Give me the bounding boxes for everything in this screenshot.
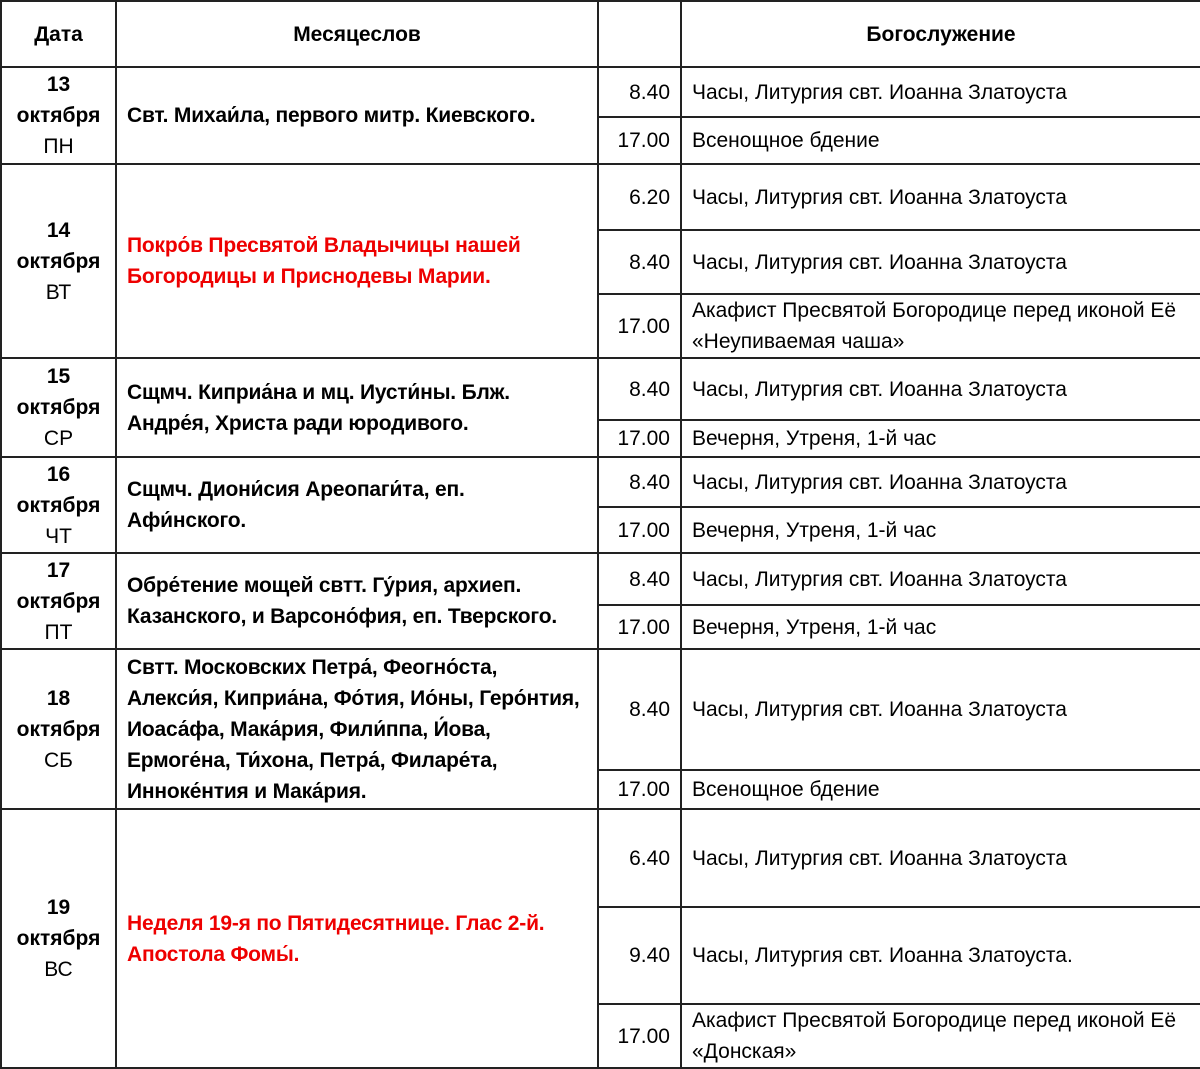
saint-commemoration: Сщмч. Диони́сия Ареопаги́та, еп. Афи́нского. — [116, 457, 598, 553]
schedule-row — [1, 553, 1200, 605]
service-name: Часы, Литургия свт. Иоанна Златоуста. — [681, 907, 1200, 1004]
date-cell — [1, 358, 116, 457]
service-name: Часы, Литургия свт. Иоанна Златоуста — [681, 230, 1200, 294]
date-cell — [1, 457, 116, 553]
service-name: Часы, Литургия свт. Иоанна Златоуста — [681, 457, 1200, 507]
schedule-body — [1, 67, 1200, 1068]
service-name: Вечерня, Утреня, 1-й час — [681, 507, 1200, 553]
service-time: 8.40 — [598, 649, 681, 770]
day-number: 16 — [46, 462, 71, 486]
date-cell — [1, 649, 116, 809]
weekday: СБ — [44, 748, 73, 772]
weekday: СР — [43, 427, 74, 450]
feast-commemoration: Неделя 19-я по Пятидесятнице. Глас 2-й. Апостола Фомы́. — [116, 809, 598, 1068]
header-time — [598, 1, 681, 67]
month-name: октября — [16, 104, 101, 127]
header-calendar: Месяцеслов — [116, 1, 598, 67]
service-name: Часы, Литургия свт. Иоанна Златоуста — [681, 809, 1200, 907]
schedule-row — [1, 457, 1200, 507]
month-name: октября — [16, 927, 101, 950]
service-time: 17.00 — [598, 605, 681, 649]
feast-commemoration: Покро́в Пресвятой Владычицы нашей Богородицы и Приснодевы Марии. — [116, 164, 598, 358]
header-date: Дата — [1, 1, 116, 67]
service-time: 6.20 — [598, 164, 681, 230]
day-number: 19 — [46, 896, 71, 919]
service-name: Часы, Литургия свт. Иоанна Златоуста — [681, 649, 1200, 770]
service-time: 17.00 — [598, 117, 681, 164]
weekday: ПН — [43, 135, 74, 158]
service-name: Часы, Литургия свт. Иоанна Златоуста — [681, 358, 1200, 420]
day-number: 14 — [46, 218, 71, 242]
weekday: ВС — [44, 958, 73, 981]
service-time: 8.40 — [598, 553, 681, 605]
month-name: октября — [16, 589, 101, 613]
service-time: 8.40 — [598, 358, 681, 420]
service-name: Часы, Литургия свт. Иоанна Златоуста — [681, 67, 1200, 117]
schedule-row — [1, 649, 1200, 770]
schedule-row — [1, 809, 1200, 907]
service-time: 17.00 — [598, 1004, 681, 1068]
schedule-row — [1, 164, 1200, 230]
service-time: 8.40 — [598, 457, 681, 507]
saint-commemoration: Сщмч. Киприа́на и мц. Иусти́ны. Блж. Андре́я, Христа ради юродивого. — [116, 358, 598, 457]
service-time: 17.00 — [598, 507, 681, 553]
service-name: Всенощное бдение — [681, 117, 1200, 164]
saint-commemoration: Свт. Михаи́ла, первого митр. Киевского. — [116, 67, 598, 164]
service-name: Всенощное бдение — [681, 770, 1200, 809]
header-row — [1, 1, 1200, 67]
date-cell — [1, 553, 116, 649]
weekday: ВТ — [45, 280, 72, 304]
service-time: 8.40 — [598, 67, 681, 117]
service-time: 17.00 — [598, 770, 681, 809]
day-number: 18 — [46, 686, 71, 710]
weekday: ПТ — [44, 620, 73, 644]
service-name: Вечерня, Утреня, 1-й час — [681, 420, 1200, 457]
service-time: 9.40 — [598, 907, 681, 1004]
service-name: Акафист Пресвятой Богородице перед иконой Её «Неупиваемая чаша» — [681, 294, 1200, 358]
service-name: Часы, Литургия свт. Иоанна Златоуста — [681, 164, 1200, 230]
saint-commemoration: Свтт. Московских Петра́, Феогно́ста, Алекси́я, Киприа́на, Фо́тия, Ио́ны, Геро́нтия, Иоаса́фа, Мака́рия, Фили́ппа, И́ова, Ермоге́на, Ти́хона, Петра́, Филаре́та, Инноке́нтия и Мака́рия. — [116, 649, 598, 809]
service-time: 6.40 — [598, 809, 681, 907]
saint-commemoration: Обре́тение мощей свтт. Гу́рия, архиеп. Казанского, и Варсоно́фия, еп. Тверского. — [116, 553, 598, 649]
service-time: 8.40 — [598, 230, 681, 294]
service-name: Часы, Литургия свт. Иоанна Златоуста — [681, 553, 1200, 605]
month-name: октября — [16, 717, 101, 741]
header-service: Богослужение — [681, 1, 1200, 67]
date-cell — [1, 809, 116, 1068]
service-name: Вечерня, Утреня, 1-й час — [681, 605, 1200, 649]
day-number: 17 — [46, 558, 71, 582]
month-name: октября — [16, 249, 101, 273]
service-time: 17.00 — [598, 420, 681, 457]
schedule-row — [1, 67, 1200, 117]
schedule-row — [1, 358, 1200, 420]
month-name: октября — [16, 396, 101, 419]
service-time: 17.00 — [598, 294, 681, 358]
day-number: 15 — [46, 365, 71, 388]
service-name: Акафист Пресвятой Богородице перед иконой Её «Донская» — [681, 1004, 1200, 1068]
month-name: октября — [16, 493, 101, 517]
day-number: 13 — [46, 73, 71, 96]
date-cell — [1, 67, 116, 164]
date-cell — [1, 164, 116, 358]
weekday: ЧТ — [45, 524, 72, 548]
